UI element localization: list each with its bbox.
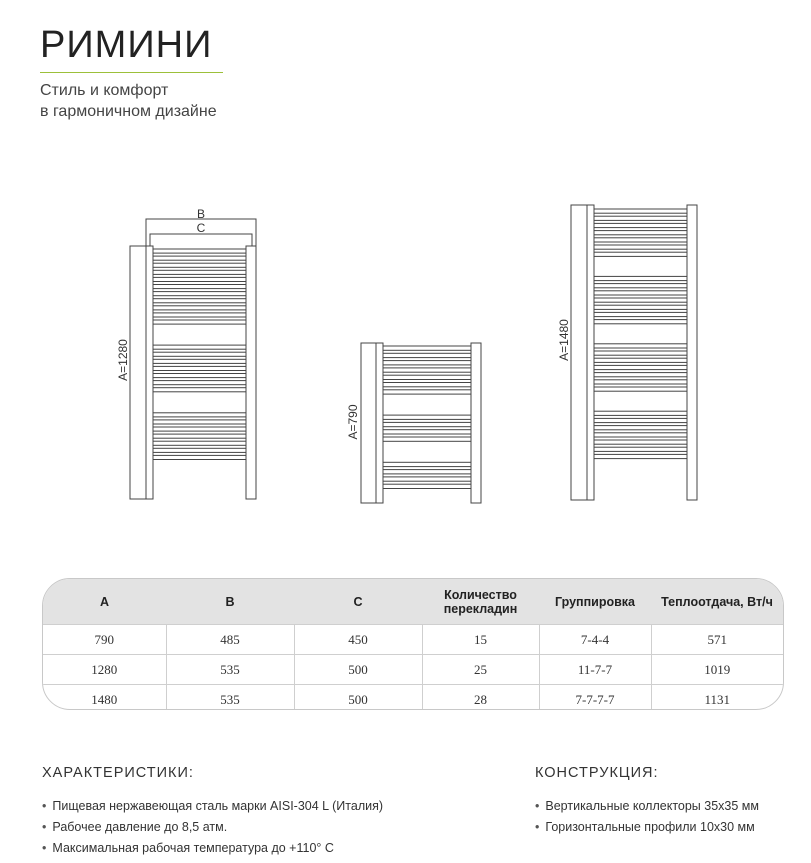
table-cell: 1131: [651, 685, 783, 711]
crossbar: [153, 434, 246, 438]
crossbar: [383, 375, 471, 379]
crossbar: [594, 358, 687, 362]
crossbar: [594, 344, 687, 348]
crossbar: [153, 427, 246, 431]
table-cell: 500: [294, 655, 422, 685]
crossbar: [383, 462, 471, 466]
left-collector-inner-1480: [587, 205, 594, 500]
crossbar: [153, 374, 246, 378]
crossbar: [594, 223, 687, 227]
crossbar: [594, 252, 687, 256]
crossbar: [153, 320, 246, 324]
crossbar: [153, 413, 246, 417]
height-label-790: A=790: [346, 404, 360, 440]
crossbar: [153, 277, 246, 281]
crossbar: [594, 387, 687, 391]
table-cell: 11-7-7: [539, 655, 651, 685]
subtitle-line-2: в гармоничном дизайне: [40, 103, 217, 120]
specs-list: [42, 796, 383, 859]
crossbar: [153, 388, 246, 392]
crossbar: [153, 270, 246, 274]
crossbar: [383, 484, 471, 488]
table-row: [43, 625, 783, 655]
table-header: B: [166, 579, 294, 625]
table-cell: 7-7-7-7: [539, 685, 651, 711]
crossbar: [594, 365, 687, 369]
table-cell: 1019: [651, 655, 783, 685]
table-cell: 450: [294, 625, 422, 655]
crossbars-1480: [594, 209, 687, 459]
height-label-1480: A=1480: [557, 319, 571, 361]
crossbar: [153, 306, 246, 310]
crossbar: [594, 216, 687, 220]
specs-table: [43, 579, 783, 710]
crossbars-790: [383, 346, 471, 489]
list-item: • Вертикальные коллекторы 35х35 мм: [535, 796, 759, 817]
crossbar: [594, 305, 687, 309]
crossbar: [153, 285, 246, 289]
crossbar: [153, 263, 246, 267]
table-cell: 15: [422, 625, 539, 655]
table-cell: 790: [43, 625, 166, 655]
table-row: [43, 655, 783, 685]
crossbar: [594, 231, 687, 235]
crossbar: [153, 249, 246, 253]
subtitle-line-1: Стиль и комфорт: [40, 82, 169, 99]
dimension-b-label: B: [196, 207, 206, 221]
crossbar: [594, 373, 687, 377]
crossbar: [153, 448, 246, 452]
crossbar: [153, 352, 246, 356]
radiator-1480-drawing: [571, 205, 697, 500]
crossbar: [594, 284, 687, 288]
table-cell: 485: [166, 625, 294, 655]
left-collector-790: [361, 343, 383, 503]
crossbar: [383, 361, 471, 365]
crossbar: [153, 256, 246, 260]
right-collector-790: [471, 343, 481, 503]
left-collector-inner-1280: [146, 246, 153, 499]
crossbar: [383, 346, 471, 350]
table-row: [43, 685, 783, 711]
crossbar: [153, 313, 246, 317]
table-cell: 571: [651, 625, 783, 655]
crossbar: [594, 426, 687, 430]
crossbar: [594, 351, 687, 355]
left-collector-1280: [130, 246, 153, 499]
crossbar: [383, 477, 471, 481]
crossbars-1280: [153, 249, 246, 460]
crossbar: [383, 390, 471, 394]
dimension-c-label: C: [196, 221, 206, 235]
table-header: Количество перекладин: [422, 579, 539, 625]
table-header: Теплоотдача, Вт/ч: [651, 579, 783, 625]
crossbar: [383, 368, 471, 372]
right-collector-1480: [687, 205, 697, 500]
crossbar: [383, 430, 471, 434]
crossbar: [153, 381, 246, 385]
crossbar: [594, 447, 687, 451]
crossbar: [153, 299, 246, 303]
right-collector-1280: [246, 246, 256, 499]
table-cell: 500: [294, 685, 422, 711]
page-title: РИМИНИ: [40, 24, 213, 66]
table-cell: 535: [166, 685, 294, 711]
left-collector-1480: [571, 205, 594, 500]
crossbar: [383, 415, 471, 419]
crossbar: [153, 455, 246, 459]
crossbar: [594, 312, 687, 316]
crossbar: [594, 245, 687, 249]
crossbar: [594, 440, 687, 444]
table-header: A: [43, 579, 166, 625]
table-cell: 1280: [43, 655, 166, 685]
specs-table-container: [42, 578, 784, 710]
crossbar: [594, 298, 687, 302]
table-header: C: [294, 579, 422, 625]
height-label-1280: A=1280: [116, 339, 130, 381]
crossbar: [383, 353, 471, 357]
construction-heading: КОНСТРУКЦИЯ:: [535, 765, 659, 781]
crossbar: [594, 411, 687, 415]
table-cell: 7-4-4: [539, 625, 651, 655]
table-cell: 28: [422, 685, 539, 711]
table-cell: 25: [422, 655, 539, 685]
table-header: Группировка: [539, 579, 651, 625]
radiator-1280-drawing: [130, 219, 256, 499]
crossbar: [594, 380, 687, 384]
crossbar: [594, 238, 687, 242]
dimension-c-1280: [150, 234, 252, 246]
crossbar: [594, 209, 687, 213]
crossbar: [594, 433, 687, 437]
list-item: • Горизонтальные профили 10х30 мм: [535, 817, 759, 838]
crossbar: [594, 320, 687, 324]
crossbar: [594, 291, 687, 295]
left-collector-inner-790: [376, 343, 383, 503]
construction-list: [535, 796, 759, 838]
table-cell: 1480: [43, 685, 166, 711]
list-item: • Пищевая нержавеющая сталь марки AISI-304 L (Италия): [42, 796, 383, 817]
radiator-790-drawing: [361, 343, 481, 503]
crossbar: [383, 437, 471, 441]
crossbar: [383, 383, 471, 387]
crossbar: [594, 454, 687, 458]
crossbar: [153, 420, 246, 424]
crossbar: [383, 470, 471, 474]
specs-heading: ХАРАКТЕРИСТИКИ:: [42, 765, 194, 781]
table-cell: 535: [166, 655, 294, 685]
crossbar: [594, 276, 687, 280]
table-header-row: [43, 579, 783, 625]
crossbar: [153, 345, 246, 349]
crossbar: [383, 422, 471, 426]
crossbar: [153, 366, 246, 370]
list-item: • Максимальная рабочая температура до +110° С: [42, 838, 383, 859]
crossbar: [594, 418, 687, 422]
crossbar: [153, 292, 246, 296]
crossbar: [153, 359, 246, 363]
list-item: • Рабочее давление до 8,5 атм.: [42, 817, 383, 838]
crossbar: [153, 441, 246, 445]
